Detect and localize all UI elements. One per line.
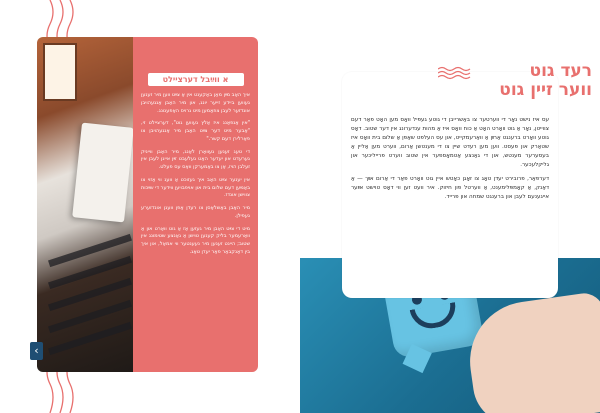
chevron-left-icon[interactable]: ‹ (30, 342, 43, 360)
story-paragraph: מיט די צײַט האָבן מיר געזען אַז אַ גוט וואָרט און אַ וואַרעמער בליק קענען טוישן אַ גאַנצע שטימונג אין שטוב; היינט זענען מיר נעענטער ווי אמאָל, און איך בין דאַנקבאַר פאַר יעדן טאָג. (141, 225, 250, 255)
story-panel (133, 37, 258, 372)
article-paragraph: דערפאַר, פרובירט יעדן טאָג צו זאָגן כאָטש איין גוט וואָרט פאַר די אַרום אײַך — אַ דאַנק, אַ קאָמפּלימענט, אַ ווערטל פון חיזוק. איר וועט זען ווי דאָס טוישט אײַער אייגענעם לעבן און ברענגט שמחה און פרייד. (351, 175, 549, 200)
wave-lines-icon (438, 66, 472, 80)
photo-window (43, 43, 77, 101)
smiley-mouth (410, 302, 459, 332)
story-paragraph: "אין אַנפאַנג איז אַלץ געווען גוט", דערציילט זי, "אָבער מיט דער צײַט האָבן מיר אָנגעהויבן צו פאַרלירן דעם קשר." (141, 120, 250, 142)
story-paragraph: די טעג זענען געוואָרן לאַנג, מיר האָבן ווייניק גערעדט און יעדער האָט געלעבט זײַן אייגן לעבן אין זעלבן הויז, אָן צו באַמערקן וואָס עס פעלט. (141, 148, 250, 170)
prayer-photo (37, 37, 133, 372)
photo-book (72, 123, 133, 223)
article-title (499, 62, 592, 99)
title-line-2: ווער זיין גוט (499, 79, 592, 100)
story-paragraph: אין יענער צײַט האָב איך געזוכט אַ וועג ווי אַזוי צו באַנײַען דעם שלום בית און אויפבויען ווידער די שײַכות צווישן אונדז. (141, 176, 250, 199)
article-card (342, 72, 558, 298)
title-line-1: רעד גוט (529, 61, 592, 81)
story-paragraph: מיר האָבן באַשלאָסן צו רעדן אָפן וועגן אונדזערע געפילן. (141, 205, 250, 219)
article-paragraph: עס איז נישט נאָר די ווערטער צו באַשרייבן די גוטע געפיל וואָס מען האָט פאַר דעם צווייטן, נאָר אַ גוט וואָרט האָט אַ כוח וואָס איז אַ מהות ענדערונג אין דער שטוב. דאָס גוטע וואָרט ברענגט אַרײַן אַ וואַרעמקייט, און עס העלפט שאַפן אַ שלום בית וואָס איז שטאַרק און פעסט. ווען מען רעדט שיין צו די מענטשן אַרום, ווערט מען אַליין אַ בעסערער מענטש, און די גאַנצע אַטמאָספער אין שטוב ווערט פרייליכער און גליקלעכער. (351, 117, 549, 168)
story-paragraph: איך האָב מײַן מאַן באַקענט אין אַ צײַט ווען מיר זענען געווען ביידע זייער יונג, און מיר האָבן אָנגעהויבן אונדזער לעבן צוזאַמען מיט גרויס האָפענונג. (141, 92, 250, 114)
story-heading: א ווײַבל דערציילט (148, 73, 244, 86)
